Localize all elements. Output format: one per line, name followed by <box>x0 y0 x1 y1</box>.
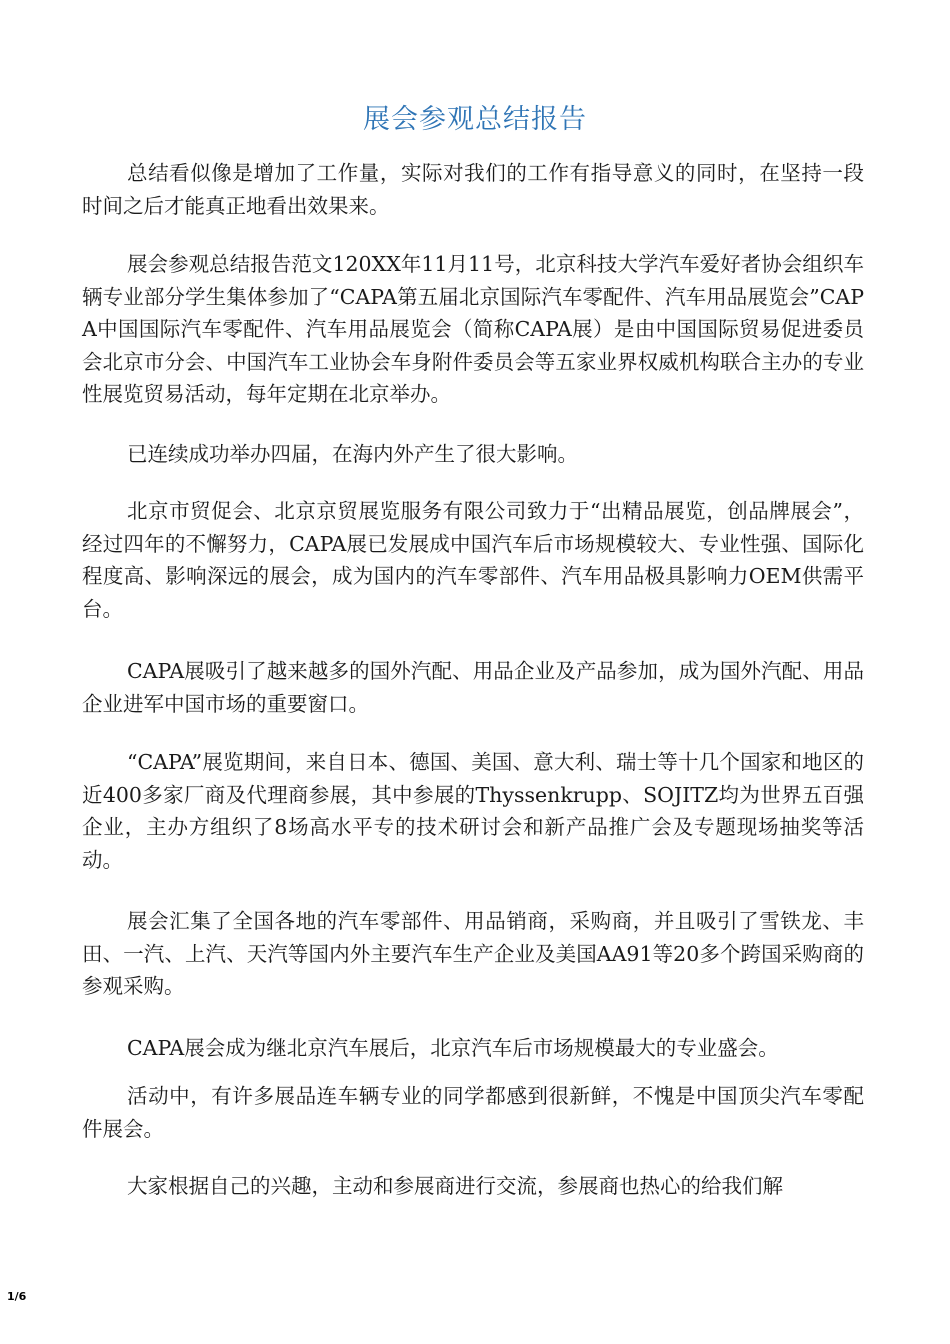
paragraph: 已连续成功举办四届，在海内外产生了很大影响。 <box>127 442 578 466</box>
paragraph: CAPA展吸引了越来越多的国外汽配、用品企业及产品参加，成为国外汽配、用品企业进军中国市场的重要窗口。 <box>82 659 864 716</box>
paragraph: 展会汇集了全国各地的汽车零部件、用品销商，采购商，并且吸引了雪铁龙、丰田、一汽、上汽、天汽等国内外主要汽车生产企业及美国AA91等20多个跨国采购商的参观采购。 <box>82 909 864 998</box>
paragraph: CAPA展会成为继北京汽车展后，北京汽车后市场规模最大的专业盛会。 <box>127 1036 779 1060</box>
paragraph: “CAPA”展览期间，来自日本、德国、美国、意大利、瑞士等十几个国家和地区的近400多家厂商及代理商参展，其中参展的Thyssenkrupp、SOJITZ均为世界五百强企业，主办方组织了8场高水平专的技术研讨会和新产品推广会及专题现场抽奖等活动。 <box>82 750 864 872</box>
paragraph: 北京市贸促会、北京京贸展览服务有限公司致力于“出精品展览，创品牌展会”，经过四年的不懈努力，CAPA展已发展成中国汽车后市场规模较大、专业性强、国际化程度高、影响深远的展会，成为国内的汽车零部件、汽车用品极具影响力OEM供需平台。 <box>82 499 864 621</box>
paragraph: 总结看似像是增加了工作量，实际对我们的工作有指导意义的同时，在坚持一段时间之后才能真正地看出效果来。 <box>82 161 864 218</box>
paragraph: 大家根据自己的兴趣，主动和参展商进行交流，参展商也热心的给我们解 <box>127 1174 783 1198</box>
page-number: 1/6 <box>7 1290 27 1303</box>
document-title: 展会参观总结报告 <box>363 104 587 135</box>
paragraph: 活动中，有许多展品连车辆专业的同学都感到很新鲜，不愧是中国顶尖汽车零配件展会。 <box>82 1084 864 1141</box>
paragraph: 展会参观总结报告范文120XX年11月11号，北京科技大学汽车爱好者协会组织车辆专业部分学生集体参加了“CAPA第五届北京国际汽车零配件、汽车用品展览会”CAPA中国国际汽车零配件、汽车用品展览会（简称CAPA展）是由中国国际贸易促进委员会北京市分会、中国汽车工业协会车身附件委员会等五家业界权威机构联合主办的专业性展览贸易活动，每年定期在北京举办。 <box>82 252 864 406</box>
